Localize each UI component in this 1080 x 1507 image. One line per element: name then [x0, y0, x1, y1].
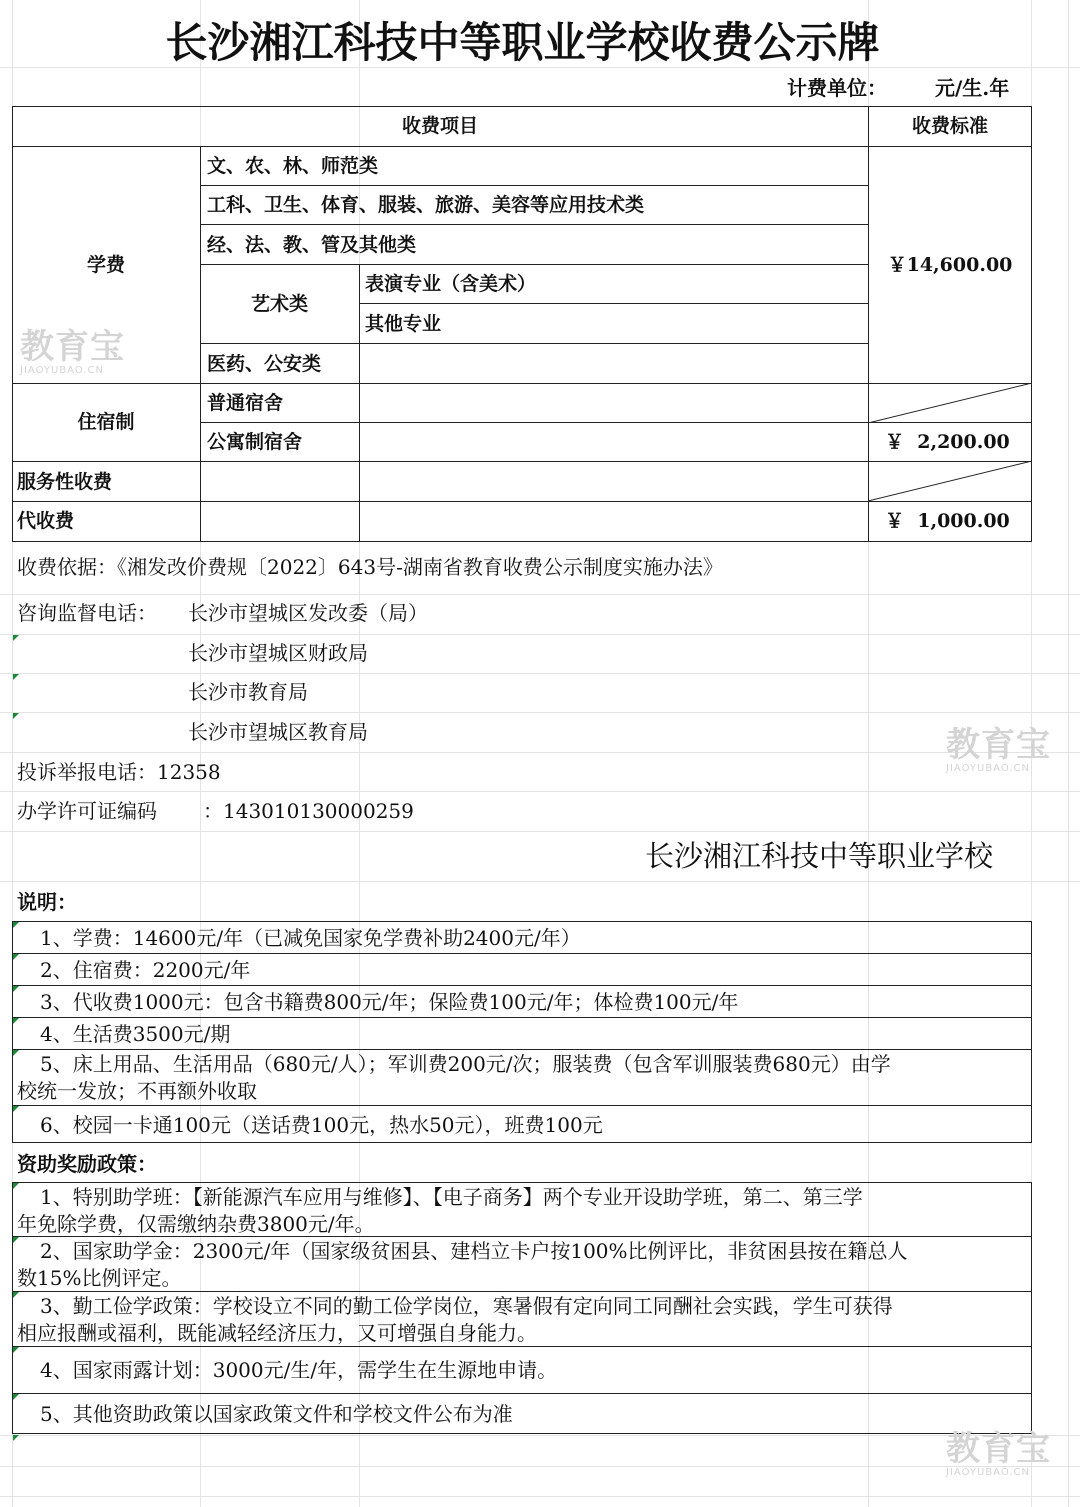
aid-item: 2、国家助学金：2300元/年（国家级贫困县、建档立卡户按100%比例评比，非贫困县按在籍总人 — [40, 1239, 908, 1263]
fee-basis: 收费依据：《湘发改价费规〔2022〕643号-湖南省教育收费公示制度实施办法》 — [17, 555, 723, 579]
watermark-logo: 教育宝 JIAOYUBAO.CN — [946, 725, 1051, 774]
tuition-amount: ￥14,600.00 — [887, 254, 1013, 276]
unit-label: 计费单位： — [787, 76, 887, 100]
aid-item: 5、其他资助政策以国家政策文件和学校文件公布为准 — [40, 1402, 513, 1426]
aid-item-cont: 数15%比例评定。 — [17, 1266, 182, 1290]
note-item: 1、学费：14600元/年（已减免国家免学费补助2400元/年） — [40, 926, 581, 950]
note-item: 2、住宿费：2200元/年 — [40, 958, 251, 982]
notes-title: 说明： — [17, 890, 77, 914]
lodging-row: 普通宿舍 — [207, 392, 284, 414]
aid-item: 1、特别助学班：【新能源汽车应用与维修】、【电子商务】两个专业开设助学班，第二、第三学 — [40, 1185, 863, 1209]
empty-cell-slash — [868, 461, 1032, 501]
note-item: 5、床上用品、生活用品（680元/人）；军训费200元/次；服装费（包含军训服装费680元）由学 — [40, 1052, 891, 1076]
agency-amount: ￥ 1,000.00 — [885, 510, 1010, 532]
tuition-label: 学费 — [86, 254, 125, 276]
hotline-label: 咨询监督电话： — [17, 601, 157, 625]
note-item: 4、生活费3500元/期 — [40, 1022, 231, 1046]
cell-marker — [13, 635, 19, 641]
tuition-row: 文、农、林、师范类 — [207, 155, 379, 177]
service-label: 服务性收费 — [17, 471, 113, 493]
lodging-label: 住宿制 — [77, 411, 135, 433]
hotline-item: 长沙市望城区财政局 — [188, 641, 368, 665]
aid-item-cont: 年免除学费，仅需缴纳杂费3800元/年。 — [17, 1212, 375, 1236]
watermark-logo: 教育宝 JIAOYUBAO.CN — [946, 1429, 1051, 1478]
license-value: ：143010130000259 — [203, 799, 414, 823]
medical-row: 医药、公安类 — [207, 353, 322, 375]
lodging-row: 公寓制宿舍 — [207, 431, 303, 453]
tuition-row: 工科、卫生、体育、服装、旅游、美容等应用技术类 — [207, 194, 645, 216]
header-item: 收费项目 — [401, 115, 478, 137]
school-name: 长沙湘江科技中等职业学校 — [645, 839, 994, 873]
cell-marker — [13, 713, 19, 719]
hotline-item: 长沙市教育局 — [188, 680, 308, 704]
complaint-hotline: 投诉举报电话：12358 — [17, 760, 221, 784]
aid-title: 资助奖励政策： — [17, 1152, 157, 1176]
aid-item: 4、国家雨露计划：3000元/生/年，需学生在生源地申请。 — [40, 1358, 558, 1382]
cell-marker — [13, 674, 19, 680]
unit-value: 元/生.年 — [935, 76, 1010, 100]
art-row: 表演专业（含美术） — [365, 273, 537, 295]
note-item-cont: 校统一发放；不再额外收取 — [17, 1079, 257, 1103]
empty-cell-slash — [868, 383, 1032, 423]
lodging-amount: ￥ 2,200.00 — [885, 431, 1010, 453]
art-row: 其他专业 — [365, 313, 442, 335]
agency-label: 代收费 — [17, 510, 75, 532]
aid-item: 3、勤工俭学政策：学校设立不同的勤工俭学岗位，寒暑假有定向同工同酬社会实践，学生可获得 — [40, 1294, 893, 1318]
license-label: 办学许可证编码 — [17, 799, 157, 823]
watermark-logo: 教育宝 JIAOYUBAO.CN — [20, 327, 125, 376]
hotline-item: 长沙市望城区教育局 — [188, 720, 368, 744]
note-item: 3、代收费1000元：包含书籍费800元/年；保险费100元/年；体检费100元/年 — [40, 990, 739, 1014]
hotline-item: 长沙市望城区发改委（局） — [188, 601, 428, 625]
tuition-row: 经、法、教、管及其他类 — [207, 234, 417, 256]
art-label: 艺术类 — [250, 293, 308, 315]
note-item: 6、校园一卡通100元（送话费100元，热水50元），班费100元 — [40, 1113, 603, 1137]
page-title: 长沙湘江科技中等职业学校收费公示牌 — [165, 18, 880, 67]
aid-item-cont: 相应报酬或福利，既能减轻经济压力，又可增强自身能力。 — [17, 1321, 537, 1345]
header-standard: 收费标准 — [911, 115, 988, 137]
